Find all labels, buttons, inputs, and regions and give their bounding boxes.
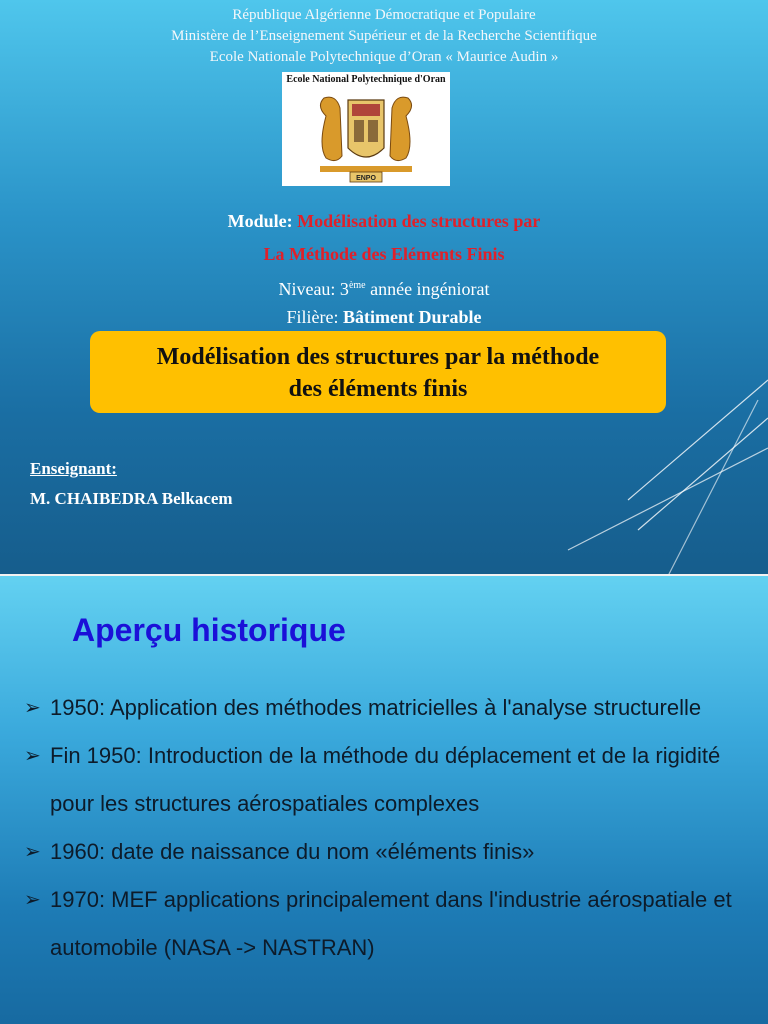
teacher-label: Enseignant: [30,459,117,478]
arrow-bullet-icon: ➢ [24,745,41,767]
module-title-2: La Méthode des Eléments Finis [263,244,505,264]
main-title-line-1: Modélisation des structures par la méthode [156,344,600,370]
logo-acronym: ENPO [356,175,376,182]
bullet-text: Fin 1950: Introduction de la méthode du déplacement et de la rigidité pour les structures aérospatiales complexes [50,743,721,816]
module-label: Module: [227,211,293,231]
header-line-3: Ecole Nationale Polytechnique d’Oran « Maurice Audin » [209,49,559,65]
filiere-line [0,305,768,329]
bullet-text: 1950: Application des méthodes matricielles à l'analyse structurelle [50,695,702,720]
teacher-name: M. CHAIBEDRA Belkacem [30,489,233,508]
bullet-list [24,684,754,972]
module-title-1: Modélisation des structures par [297,211,541,231]
header-line-1: République Algérienne Démocratique et Populaire [232,7,536,23]
history-slide [0,576,768,1024]
logo-caption: Ecole National Polytechnique d'Oran [286,74,446,85]
arrow-bullet-icon: ➢ [24,841,41,863]
niveau-label: Niveau: 3 [278,279,349,299]
main-title-box [90,331,666,413]
filiere-value: Bâtiment Durable [343,307,482,327]
slide-title: Aperçu historique [72,612,346,648]
bullet-item [24,876,754,972]
crest-icon [296,86,436,184]
school-logo [282,72,450,186]
arrow-bullet-icon: ➢ [24,697,41,719]
header-line-2: Ministère de l’Enseignement Supérieur et de la Recherche Scientifique [171,28,597,44]
bullet-item [24,828,754,876]
arrow-bullet-icon: ➢ [24,889,41,911]
niveau-rest: année ingéniorat [365,279,490,299]
bullet-item [24,684,754,732]
niveau-sup: ème [348,280,366,291]
main-title-line-2: des éléments finis [288,376,468,402]
bullet-text: 1970: MEF applications principalement dans l'industrie aérospatiale et automobile (NASA -> NASTRAN) [50,887,732,960]
module-line [0,209,768,233]
bullet-text: 1960: date de naissance du nom «éléments finis» [50,839,535,864]
module-line-2 [0,242,768,266]
niveau-line [0,274,768,301]
bullet-item [24,732,754,828]
filiere-label: Filière: [286,307,343,327]
